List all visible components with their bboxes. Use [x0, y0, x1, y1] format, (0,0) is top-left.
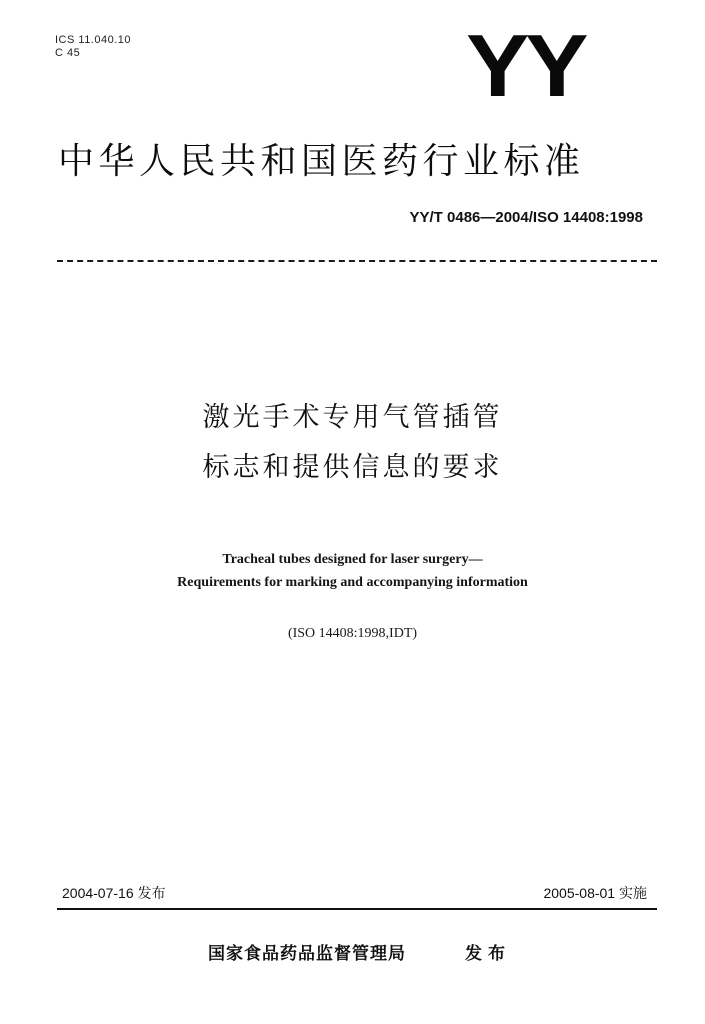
standard-logo: YY: [466, 16, 585, 115]
header-divider: [57, 260, 657, 262]
standard-number: YY/T 0486—2004/ISO 14408:1998: [409, 209, 643, 226]
issue-label: 发布: [465, 944, 511, 964]
organization-title: 中华人民共和国医药行业标准: [58, 141, 585, 182]
chinese-title-line-1: 激光手术专用气管插管: [202, 402, 503, 433]
iso-reference: (ISO 14408:1998,IDT): [287, 626, 418, 641]
implement-date: 2005-08-01 实施: [543, 885, 647, 901]
publish-date: 2004-07-16 发布: [62, 885, 166, 901]
english-title-line-1: Tracheal tubes designed for laser surgery—: [222, 552, 483, 567]
issuing-authority: 国家食品药品监督管理局: [208, 944, 406, 964]
footer-divider: [57, 908, 657, 910]
english-title-line-2: Requirements for marking and accompanying information: [177, 575, 528, 590]
ics-code: ICS 11.040.10: [55, 34, 132, 46]
classification-codes: [55, 34, 131, 60]
chinese-title-line-2: 标志和提供信息的要求: [202, 452, 503, 483]
ccs-code: C 45: [55, 47, 81, 59]
